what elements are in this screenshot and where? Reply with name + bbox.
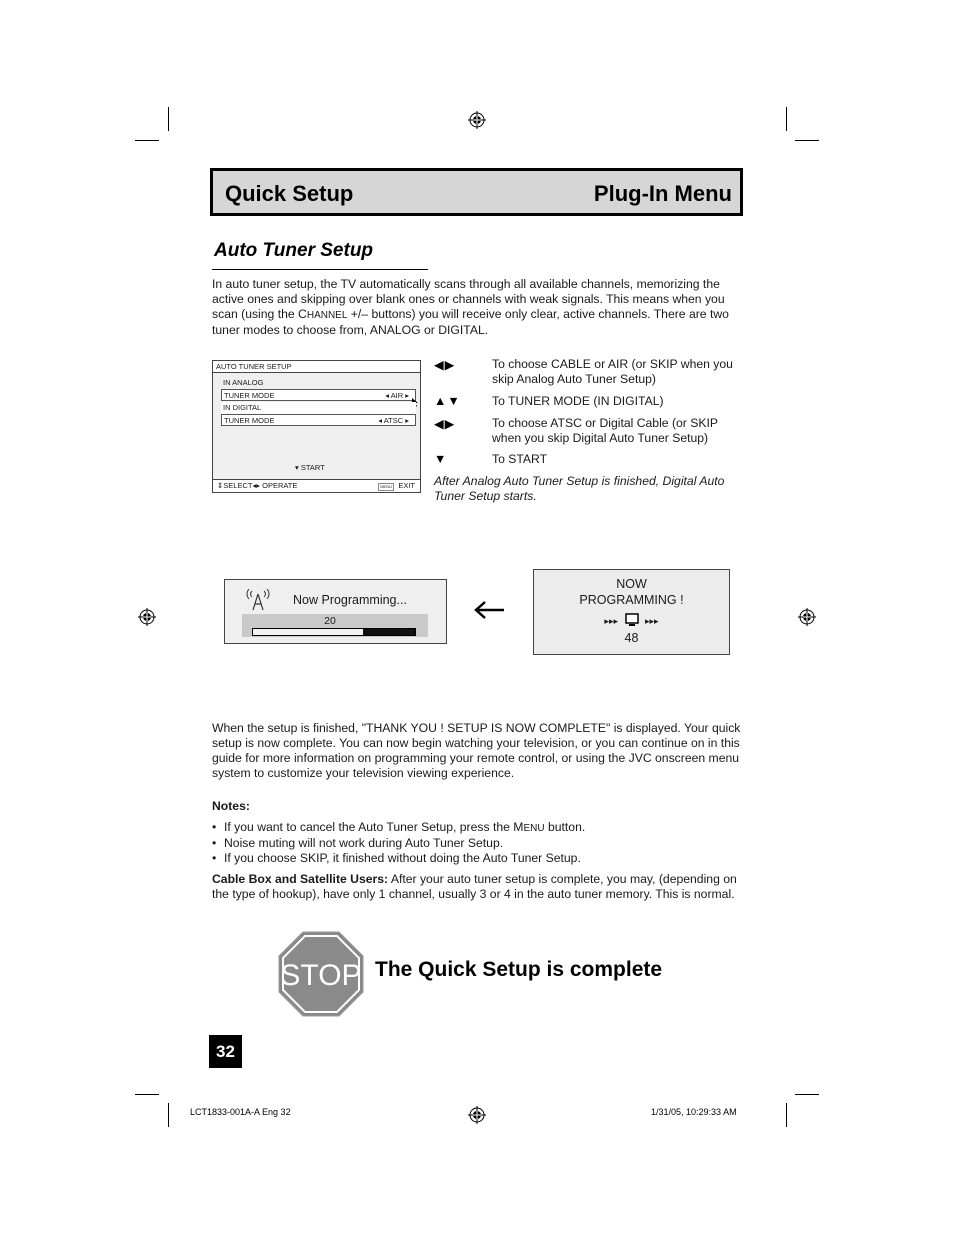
menu-start-text: START (300, 463, 325, 472)
crop-mark (786, 1103, 787, 1127)
intro-smallcaps: HANNEL (306, 310, 348, 321)
tv-icon (625, 613, 639, 626)
setup-complete-paragraph: When the setup is finished, "THANK YOU ! SETUP IS NOW COMPLETE" is displayed. Your quick setup is now complete. You can now begin watching your television, or you can continue on in this guide for more information on programming your remote control, or using the JVC onscreen menu system to customize your television viewing experience. (212, 721, 741, 780)
now-text: NOW (616, 577, 647, 591)
crop-mark (135, 140, 159, 141)
cable-box-paragraph (212, 872, 744, 902)
chevrons-icon: ▸▸▸ (645, 616, 659, 626)
footer-select: SELECT (223, 481, 253, 490)
note-smallcaps: ENU (523, 823, 545, 834)
menu-row-tuner-mode-analog (221, 389, 416, 401)
key-symbol-left-right: ◀▶ (434, 358, 456, 372)
menu-title: AUTO TUNER SETUP (213, 361, 420, 373)
menu-value: ◂ ATSC ▸ (378, 416, 409, 425)
key-description: To TUNER MODE (IN DIGITAL) (492, 394, 664, 408)
after-note: After Analog Auto Tuner Setup is finished, Digital Auto Tuner Setup starts. (434, 474, 725, 503)
footer-left: LCT1833-001A-A Eng 32 (190, 1107, 291, 1117)
intro-text-1: In auto tuner setup, the TV automatically scans through all available channels, memorizing the active ones and skipping over blank ones or channels with weak signals. This means when you scan (using the C (212, 277, 725, 321)
intro-paragraph (212, 277, 744, 338)
page-number: 32 (209, 1035, 242, 1068)
key-symbol-up-down: ▲▼ (434, 394, 461, 408)
menu-label: TUNER MODE (224, 391, 275, 400)
channel-number: 20 (324, 615, 336, 627)
footer-right: 1/31/05, 10:29:33 AM (651, 1107, 737, 1117)
menu-value: ◂ AIR ▸ (385, 391, 409, 400)
scan-indicator (534, 613, 729, 627)
menu-label: TUNER MODE (224, 416, 275, 425)
registration-mark-icon (138, 608, 156, 626)
list-item: • If you choose SKIP, it finished without doing the Auto Tuner Setup. (212, 851, 585, 866)
menu-value-text: ATSC (383, 416, 404, 425)
note-text: If you want to cancel the Auto Tuner Setup, press the M (224, 820, 524, 834)
stop-sign-icon (278, 931, 364, 1017)
key-description: To choose ATSC or Digital Cable (or SKIP when you skip Digital Auto Tuner Setup) (492, 416, 718, 445)
footer-operate: OPERATE (262, 481, 298, 490)
notes-list (212, 820, 585, 866)
progress-area (242, 614, 428, 637)
registration-mark-icon (468, 111, 486, 129)
registration-mark-icon (468, 1106, 486, 1124)
menu-row-in-digital (221, 402, 416, 414)
cable-box-text: After your auto tuner setup is complete, you may, (depending on the type of hookup), have only 1 channel, usually 3 or 4 in the auto tuner memory. This is normal. (212, 872, 737, 901)
cable-box-lead: Cable Box and Satellite Users: (212, 872, 389, 886)
menu-footer-left: ⇕SELECT◂▸ OPERATE (217, 481, 298, 490)
channel-number: 48 (624, 631, 639, 645)
crop-mark (168, 107, 169, 131)
progress-fill (363, 629, 415, 635)
programming-text: PROGRAMMING ! (579, 593, 684, 607)
page-header (210, 168, 743, 216)
header-left-title: Quick Setup (225, 181, 354, 206)
menu-start: ▾ START (295, 463, 325, 472)
menu-label: IN ANALOG (223, 378, 264, 387)
progress-bar (252, 628, 416, 636)
note-text: button. (544, 820, 586, 834)
antenna-icon (244, 589, 272, 611)
menu-chip: MENU (380, 484, 392, 489)
key-description: To choose CABLE or AIR (or SKIP when you skip Analog Auto Tuner Setup) (492, 357, 733, 386)
arrow-left-icon (473, 600, 505, 620)
crop-mark (795, 1094, 819, 1095)
menu-row-in-analog (221, 377, 416, 389)
menu-row-tuner-mode-digital (221, 414, 416, 426)
crop-mark (786, 107, 787, 131)
header-right-title: Plug-In Menu (593, 181, 732, 206)
menu-label: IN DIGITAL (223, 403, 262, 412)
quick-setup-complete-title: The Quick Setup is complete (375, 958, 663, 981)
registration-mark-icon (798, 608, 816, 626)
analog-programming-screen (533, 569, 730, 655)
stop-sign-text: STOP (280, 959, 362, 992)
footer-exit: EXIT (398, 481, 415, 490)
crop-mark (795, 140, 819, 141)
key-symbol-left-right: ◀▶ (434, 417, 456, 431)
section-title: Auto Tuner Setup (214, 240, 374, 261)
crop-mark (135, 1094, 159, 1095)
auto-tuner-menu-screen (212, 360, 421, 493)
crop-mark (168, 1103, 169, 1127)
chevrons-icon: ▸▸▸ (604, 616, 618, 626)
intro-text-2: +/– buttons) you will receive only clear, active channels. There are two tuner modes to choose from, ANALOG or DIGITAL. (212, 307, 729, 337)
digital-programming-screen (224, 579, 447, 644)
key-symbol-down: ▼ (434, 452, 448, 466)
section-rule (212, 269, 428, 270)
key-description: To START (492, 452, 548, 466)
list-item (212, 820, 585, 836)
now-programming-label: Now Programming... (293, 593, 407, 607)
menu-value-text: AIR (390, 391, 404, 400)
list-item: • Noise muting will not work during Auto Tuner Setup. (212, 836, 585, 851)
notes-heading: Notes: (212, 799, 250, 813)
menu-footer (213, 479, 420, 492)
